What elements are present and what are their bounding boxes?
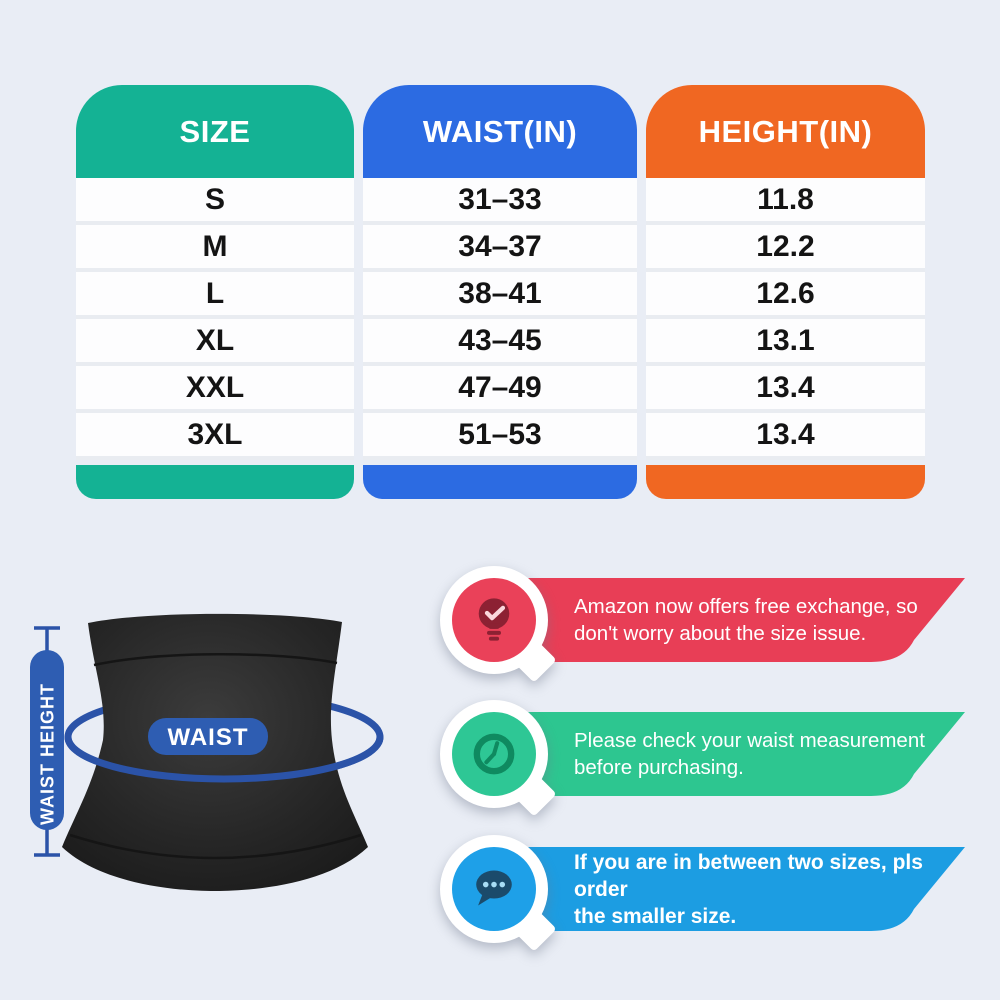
table-cell-height: 12.2 xyxy=(646,225,925,272)
waist-height-label: WAIST HEIGHT xyxy=(37,683,58,825)
waist-trainer-illustration xyxy=(0,585,470,995)
table-cell-height: 12.6 xyxy=(646,272,925,319)
table-cell-waist: 51–53 xyxy=(363,413,637,460)
callout-line: the smaller size. xyxy=(574,904,737,928)
callout-line: Please check your waist measurement xyxy=(574,729,925,752)
table-header-waist: WAIST(IN) xyxy=(363,85,637,178)
badge-inner-circle xyxy=(452,847,536,931)
table-cell-height: 13.1 xyxy=(646,319,925,366)
table-cell-size: S xyxy=(76,178,354,225)
callout-line: before purchasing. xyxy=(574,756,744,779)
table-column-height xyxy=(646,85,925,499)
table-cell-height: 13.4 xyxy=(646,413,925,460)
callout-between-sizes xyxy=(520,847,965,931)
callout-text xyxy=(574,712,934,796)
table-cell-waist: 34–37 xyxy=(363,225,637,272)
waist-height-label-pill xyxy=(30,650,64,830)
table-cell-size: M xyxy=(76,225,354,272)
size-table xyxy=(76,85,925,499)
callout-badge xyxy=(440,700,548,808)
table-header-size: SIZE xyxy=(76,85,354,178)
callout-line: don't worry about the size issue. xyxy=(574,622,867,645)
table-cell-size: XXL xyxy=(76,366,354,413)
badge-inner-circle xyxy=(452,712,536,796)
callout-text xyxy=(574,578,934,662)
callout-free-exchange xyxy=(520,578,965,662)
table-cell-size: XL xyxy=(76,319,354,366)
table-cell-waist: 47–49 xyxy=(363,366,637,413)
table-cell-height: 11.8 xyxy=(646,178,925,225)
badge-inner-circle xyxy=(452,578,536,662)
lightbulb-check-icon xyxy=(466,592,522,648)
callout-badge xyxy=(440,566,548,674)
table-cell-size: L xyxy=(76,272,354,319)
clock-icon xyxy=(466,726,522,782)
callout-line: If you are in between two sizes, pls order xyxy=(574,850,923,901)
table-footer-bar xyxy=(363,465,637,499)
table-column-waist xyxy=(363,85,637,499)
table-cell-waist: 43–45 xyxy=(363,319,637,366)
waist-label: WAIST xyxy=(167,724,249,751)
table-cell-height: 13.4 xyxy=(646,366,925,413)
table-cell-size: 3XL xyxy=(76,413,354,460)
table-header-height: HEIGHT(IN) xyxy=(646,85,925,178)
callout-badge xyxy=(440,835,548,943)
callout-text xyxy=(574,847,934,931)
table-footer-bar xyxy=(76,465,354,499)
table-cell-waist: 31–33 xyxy=(363,178,637,225)
table-column-size xyxy=(76,85,354,499)
callout-line: Amazon now offers free exchange, so xyxy=(574,595,918,618)
callout-check-measurement xyxy=(520,712,965,796)
waist-label-pill xyxy=(148,718,268,755)
chat-dots-icon xyxy=(466,861,522,917)
table-cell-waist: 38–41 xyxy=(363,272,637,319)
table-footer-bar xyxy=(646,465,925,499)
